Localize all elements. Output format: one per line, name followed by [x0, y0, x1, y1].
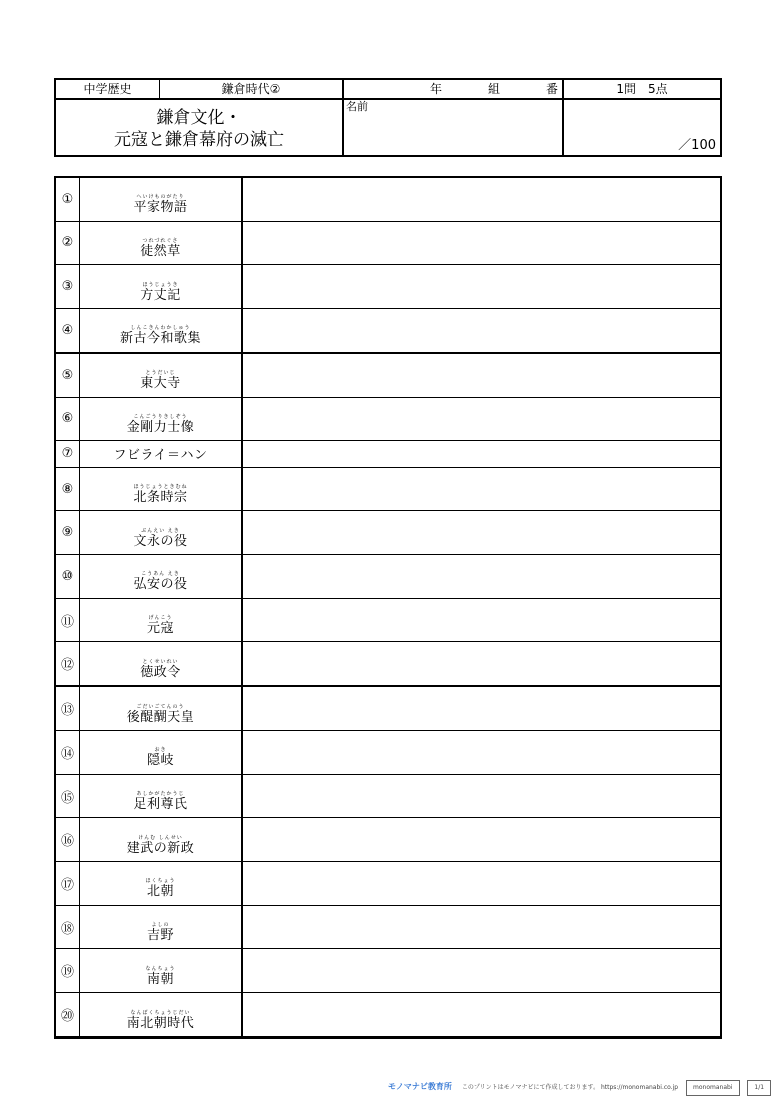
term-text: 建武の新政 — [126, 840, 195, 856]
term-text: 足利尊氏 — [133, 797, 188, 813]
term-with-ruby — [140, 238, 181, 259]
term-text: 南北朝時代 — [126, 1015, 195, 1031]
answer-field[interactable] — [242, 774, 720, 818]
question-number: ⑤ — [56, 353, 80, 397]
furigana: おき — [154, 747, 167, 754]
term-cell — [80, 511, 243, 555]
term-text: フビライ＝ハン — [113, 448, 208, 464]
term-with-ruby — [133, 791, 187, 812]
question-number: ⑰ — [56, 862, 80, 906]
answer-field[interactable] — [242, 598, 720, 642]
term-text: 元寇 — [146, 621, 174, 637]
term-text: 隠岐 — [146, 753, 174, 769]
term-with-ruby — [133, 528, 187, 549]
answer-field[interactable] — [242, 178, 720, 221]
question-number: ⑬ — [56, 686, 80, 730]
term-text: 北条時宗 — [133, 490, 188, 506]
brand-logo: モノマナビ教育所 — [388, 1082, 452, 1091]
term-with-ruby — [147, 615, 174, 636]
answer-field[interactable] — [242, 353, 720, 397]
title-line-2: 元寇と鎌倉幕府の滅亡 — [114, 129, 284, 150]
term-with-ruby — [145, 878, 175, 899]
term-cell — [80, 441, 243, 467]
question-number: ⑪ — [56, 598, 80, 642]
question-row — [56, 686, 720, 730]
answer-field[interactable] — [242, 905, 720, 949]
term-text: 後醍醐天皇 — [126, 709, 195, 725]
term-cell — [80, 555, 243, 599]
furigana: ぶんえい えき — [141, 527, 180, 534]
furigana: よしの — [151, 922, 170, 929]
question-row — [56, 774, 720, 818]
term-text: 吉野 — [146, 928, 174, 944]
question-number: ② — [56, 221, 80, 265]
term-with-ruby — [133, 571, 187, 592]
term-with-ruby — [127, 1010, 195, 1031]
term-with-ruby — [140, 282, 181, 303]
question-number: ⑩ — [56, 555, 80, 599]
question-number: ⑯ — [56, 818, 80, 862]
page-number: 1/1 — [747, 1080, 771, 1096]
term-cell — [80, 686, 243, 730]
term-with-ruby — [113, 448, 207, 463]
term-cell — [80, 818, 243, 862]
question-row — [56, 441, 720, 467]
answer-field[interactable] — [242, 555, 720, 599]
question-row — [56, 949, 720, 993]
title-line-1: 鎌倉文化・ — [156, 107, 242, 128]
question-row — [56, 353, 720, 397]
term-with-ruby — [127, 414, 195, 435]
points-label: 1問 5点 — [616, 82, 668, 96]
furigana: ほうじょうき — [142, 281, 179, 288]
term-with-ruby — [127, 835, 195, 856]
answer-field[interactable] — [242, 397, 720, 441]
answer-field[interactable] — [242, 818, 720, 862]
question-row — [56, 308, 720, 352]
question-number: ⑥ — [56, 397, 80, 441]
term-cell — [80, 949, 243, 993]
question-number: ⑱ — [56, 905, 80, 949]
question-row — [56, 642, 720, 686]
question-row — [56, 221, 720, 265]
answer-field[interactable] — [242, 993, 720, 1037]
furigana: ほうじょうときむね — [133, 484, 188, 491]
footer-box: monomanabi — [686, 1080, 739, 1096]
furigana: ごだいごてんのう — [136, 703, 185, 710]
term-text: 南朝 — [146, 971, 174, 987]
furigana: ほくちょう — [145, 878, 176, 885]
term-cell — [80, 265, 243, 309]
answer-field[interactable] — [242, 511, 720, 555]
term-cell — [80, 862, 243, 906]
term-text: 北朝 — [146, 884, 174, 900]
question-number: ⑧ — [56, 467, 80, 511]
question-row — [56, 731, 720, 775]
furigana: へいけものがたり — [136, 194, 185, 201]
question-number: ⑭ — [56, 731, 80, 775]
question-row — [56, 265, 720, 309]
term-cell — [80, 178, 243, 221]
term-cell — [80, 308, 243, 352]
term-cell — [80, 467, 243, 511]
question-row — [56, 905, 720, 949]
term-with-ruby — [133, 484, 187, 505]
score-label: ／100 — [678, 138, 716, 153]
header-divider — [342, 80, 344, 155]
furigana: しんこきんわかしゅう — [130, 325, 191, 332]
furigana: けんむ しんせい — [138, 834, 183, 841]
term-cell — [80, 598, 243, 642]
term-text: 徳政令 — [140, 664, 181, 680]
term-text: 文永の役 — [133, 533, 188, 549]
question-row — [56, 598, 720, 642]
furigana: あしかがたかうじ — [136, 791, 185, 798]
answer-field[interactable] — [242, 308, 720, 352]
term-with-ruby — [127, 704, 195, 725]
term-cell — [80, 353, 243, 397]
term-text: 方丈記 — [140, 287, 181, 303]
answer-field[interactable] — [242, 862, 720, 906]
question-table — [54, 176, 722, 1039]
term-cell — [80, 774, 243, 818]
question-row — [56, 467, 720, 511]
furigana: つれづれぐさ — [142, 237, 179, 244]
term-with-ruby — [145, 966, 175, 987]
question-number: ⑫ — [56, 642, 80, 686]
term-text: 徒然草 — [140, 243, 181, 259]
furigana: げんこう — [148, 615, 173, 622]
question-number: ③ — [56, 265, 80, 309]
question-row — [56, 178, 720, 221]
term-with-ruby — [120, 325, 201, 346]
term-text: 弘安の役 — [133, 577, 188, 593]
term-text: 新古今和歌集 — [119, 331, 201, 347]
term-cell — [80, 221, 243, 265]
worksheet-header — [54, 78, 722, 157]
furigana: なんちょう — [145, 965, 176, 972]
answer-field[interactable] — [242, 949, 720, 993]
term-cell — [80, 642, 243, 686]
answer-field[interactable] — [242, 467, 720, 511]
unit-label: 鎌倉時代② — [221, 82, 281, 96]
term-with-ruby — [140, 370, 181, 391]
question-number: ① — [56, 178, 80, 221]
answer-field[interactable] — [242, 686, 720, 730]
question-number: ④ — [56, 308, 80, 352]
subject-label: 中学歴史 — [83, 82, 132, 96]
answer-field[interactable] — [242, 731, 720, 775]
name-label: 名前 — [346, 100, 368, 113]
answer-field[interactable] — [242, 441, 720, 467]
number-label: 番 — [545, 82, 558, 96]
answer-field[interactable] — [242, 221, 720, 265]
term-cell — [80, 993, 243, 1037]
question-row — [56, 993, 720, 1037]
furigana: こんごうりきしぞう — [133, 413, 188, 420]
footer — [388, 1080, 768, 1094]
class-label: 組 — [487, 82, 500, 96]
term-with-ruby — [147, 747, 174, 768]
furigana: とくせいれい — [142, 658, 179, 665]
term-with-ruby — [133, 194, 187, 215]
answer-field[interactable] — [242, 642, 720, 686]
footer-text: このプリントはモノマナビにて作成しております。 https://monomanabi.co.jp — [461, 1084, 679, 1091]
furigana: こうあん えき — [141, 571, 180, 578]
term-text: 金剛力士像 — [126, 419, 195, 435]
furigana: なんぼくちょうじだい — [130, 1009, 191, 1016]
year-label: 年 — [429, 82, 442, 96]
term-with-ruby — [147, 922, 174, 943]
question-row — [56, 511, 720, 555]
page-title — [56, 100, 342, 157]
term-text: 東大寺 — [140, 376, 181, 392]
question-row — [56, 397, 720, 441]
term-cell — [80, 731, 243, 775]
question-row — [56, 555, 720, 599]
question-number: ⑳ — [56, 993, 80, 1037]
term-cell — [80, 905, 243, 949]
term-text: 平家物語 — [133, 200, 188, 216]
question-row — [56, 818, 720, 862]
furigana: とうだいじ — [145, 370, 176, 377]
question-number: ⑦ — [56, 441, 80, 467]
question-row — [56, 862, 720, 906]
question-number: ⑲ — [56, 949, 80, 993]
question-number: ⑮ — [56, 774, 80, 818]
question-number: ⑨ — [56, 511, 80, 555]
term-cell — [80, 397, 243, 441]
answer-field[interactable] — [242, 265, 720, 309]
term-with-ruby — [140, 659, 181, 680]
